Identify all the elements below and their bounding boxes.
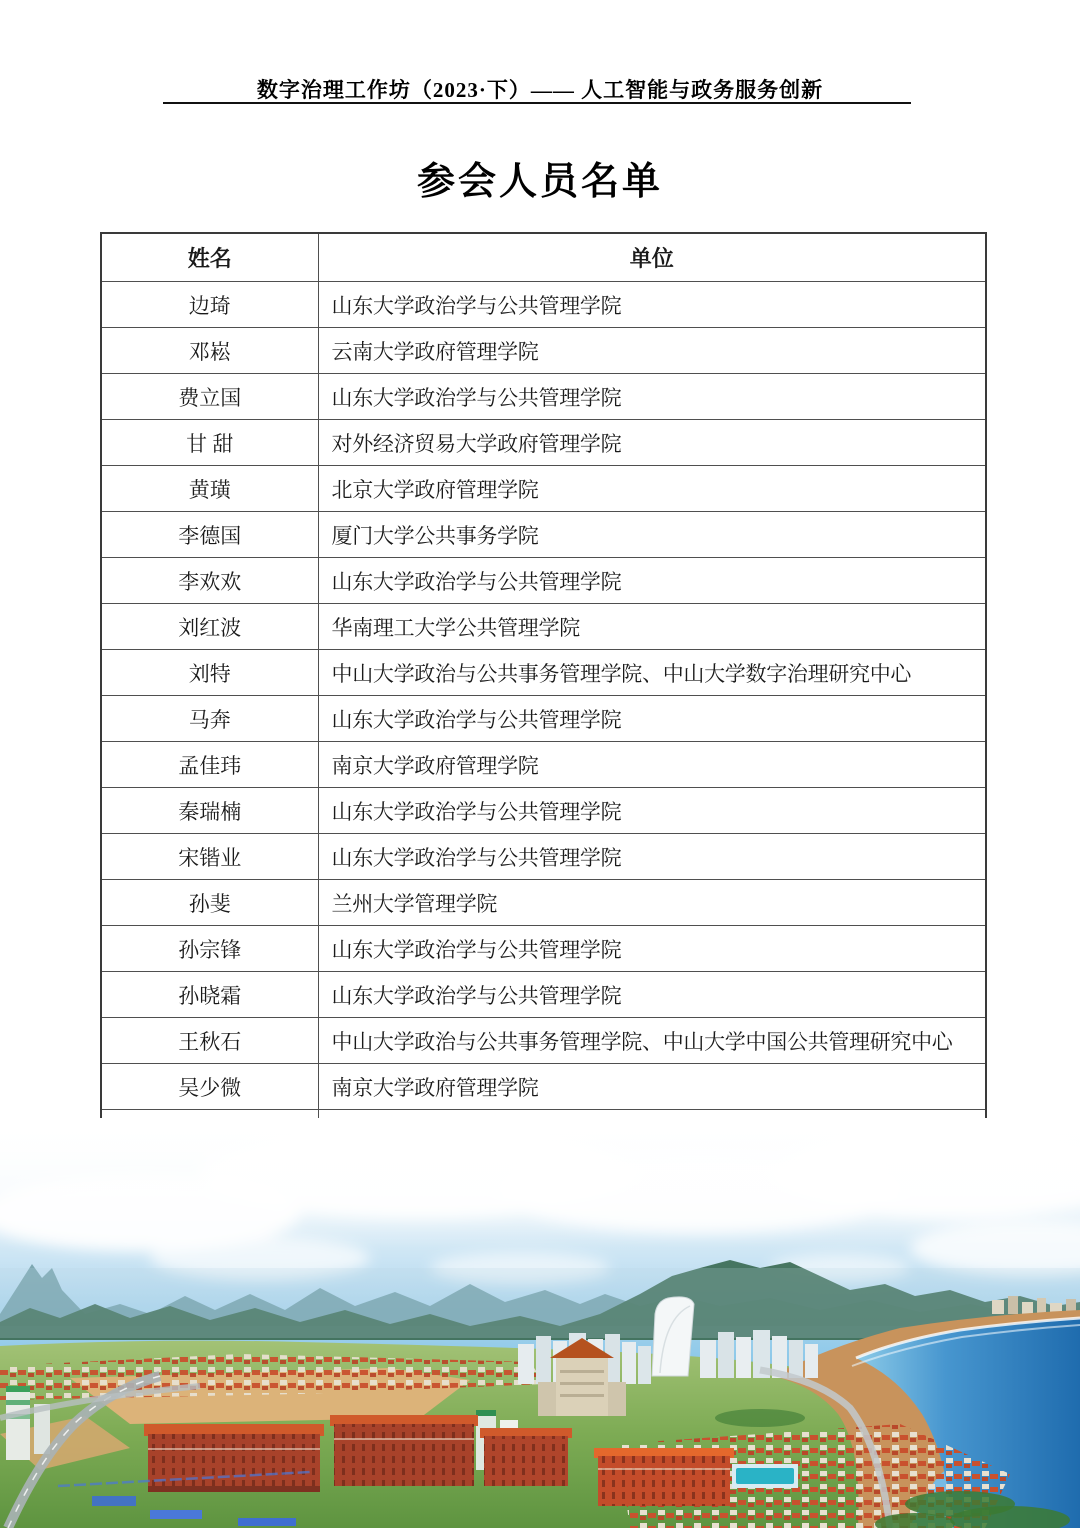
participant-unit: 北京大学政府管理学院 [318,466,986,512]
participant-name: 李欢欢 [101,558,318,604]
table-row [101,650,986,696]
table-row [101,558,986,604]
table-row [101,880,986,926]
participant-unit: 山东大学政治学与公共管理学院 [318,926,986,972]
top-fade [0,1118,1080,1248]
column-header-unit: 单位 [318,233,986,282]
participant-name: 费立国 [101,374,318,420]
table-row [101,282,986,328]
document-header: 数字治理工作坊（2023·下）—— 人工智能与政务服务创新 [256,78,824,102]
pool [736,1468,794,1484]
table-row [101,1064,986,1110]
sail-tower [652,1297,694,1376]
participant-name: 黄璜 [101,466,318,512]
participant-unit: 厦门大学公共事务学院 [318,512,986,558]
table-row [101,466,986,512]
participants-table [100,232,987,1157]
table-row [101,374,986,420]
table-header [101,233,986,282]
table-row [101,1018,986,1064]
campus-photo-illustration [0,1118,1080,1528]
column-header-name: 姓名 [101,233,318,282]
participant-unit: 云南大学政府管理学院 [318,328,986,374]
participant-name: 马奔 [101,696,318,742]
table-row [101,926,986,972]
participant-name: 刘特 [101,650,318,696]
participant-name: 李德国 [101,512,318,558]
participant-name: 孙斐 [101,880,318,926]
participant-unit: 南京大学政府管理学院 [318,1064,986,1110]
participant-unit: 山东大学政治学与公共管理学院 [318,282,986,328]
table-row [101,972,986,1018]
participant-unit: 山东大学政治学与公共管理学院 [318,972,986,1018]
participant-name: 秦瑞楠 [101,788,318,834]
header-rule [163,102,911,104]
participant-name: 孙晓霜 [101,972,318,1018]
participant-unit: 南京大学政府管理学院 [318,742,986,788]
participant-name: 吴少微 [101,1064,318,1110]
participant-unit: 山东大学政治学与公共管理学院 [318,696,986,742]
participant-unit: 对外经济贸易大学政府管理学院 [318,420,986,466]
participant-unit: 中山大学政治与公共事务管理学院、中山大学数字治理研究中心 [318,650,986,696]
participant-name: 刘红波 [101,604,318,650]
participant-unit: 山东大学政治学与公共管理学院 [318,834,986,880]
participant-name: 边琦 [101,282,318,328]
participant-name: 甘 甜 [101,420,318,466]
header-row [101,233,986,282]
table-row [101,512,986,558]
participant-name: 孙宗锋 [101,926,318,972]
participant-name: 王秋石 [101,1018,318,1064]
table-row [101,834,986,880]
table-row [101,328,986,374]
table-body [101,282,986,1157]
participant-unit: 山东大学政治学与公共管理学院 [318,558,986,604]
campus-aerial-photo [0,1118,1080,1528]
participant-unit: 兰州大学管理学院 [318,880,986,926]
page-title: 参会人员名单 [416,161,663,203]
table-row [101,696,986,742]
table-row [101,420,986,466]
table-row [101,604,986,650]
participant-name: 孟佳玮 [101,742,318,788]
participant-name: 宋锴业 [101,834,318,880]
participant-unit: 山东大学政治学与公共管理学院 [318,374,986,420]
participant-unit: 山东大学政治学与公共管理学院 [318,788,986,834]
participant-name: 邓崧 [101,328,318,374]
table-row [101,788,986,834]
table-row [101,742,986,788]
participant-unit: 中山大学政治与公共事务管理学院、中山大学中国公共管理研究中心 [318,1018,986,1064]
participant-unit: 华南理工大学公共管理学院 [318,604,986,650]
